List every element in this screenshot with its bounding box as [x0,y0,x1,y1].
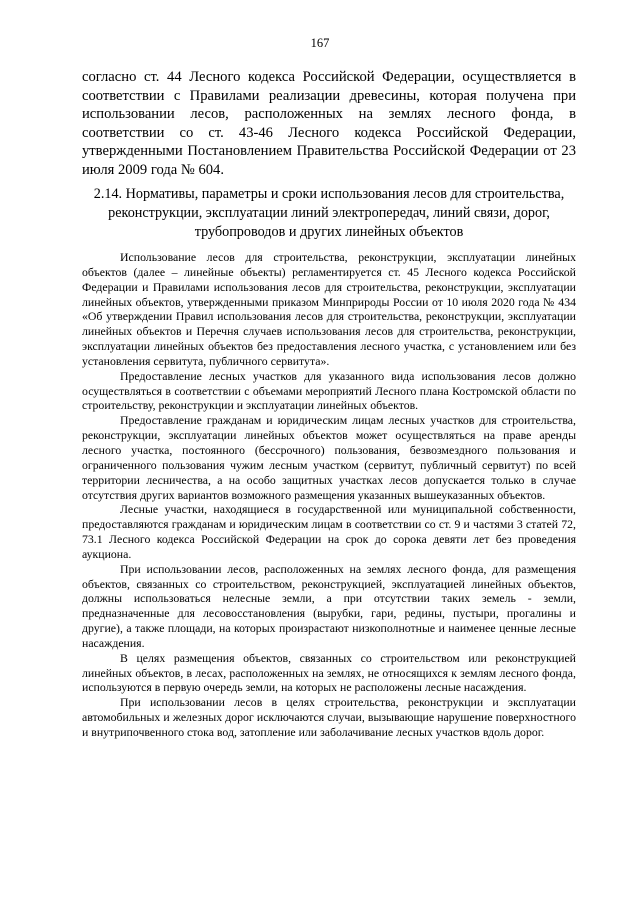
paragraph-roads: При использовании лесов в целях строительства, реконструкции и эксплуатации автомобильных и железных дорог исключаются случаи, вызывающие нарушение поверхностного и внутрипочвенного стока вод, затопление или заболачивание лесных участков вдоль дорог. [82,695,576,739]
paragraph-non-forest-lands: В целях размещения объектов, связанных со строительством или реконструкцией линейных объектов, в лесах, расположенных на землях, не относящихся к землям лесного фонда, используются в первую очередь земли, на которых не расположены лесные насаждения. [82,650,576,695]
intro-paragraph: согласно ст. 44 Лесного кодекса Российской Федерации, осуществляется в соответствии с Правилами реализации древесины, которая получена при использовании лесов, расположенных на землях лесного фонда, в соответствии со ст. 43-46 Лесного кодекса Российской Федерации, утвержденными Постановлением Правительства Российской Федерации от 23 июля 2009 года № 604. [82,69,576,178]
body-text [82,250,576,740]
paragraph-forest-fund-lands: При использовании лесов, расположенных на землях лесного фонда, для размещения объектов, связанных со строительством, реконструкцией, эксплуатацией линейных объектов, должны использоваться нелесные земли, а при отсутствии таких земель - земли, предназначенные для лесовосстановления (вырубки, гари, редины, пустыри, прогалины и другие), а также площади, на которых произрастают низкополнотные и наименее ценные лесные насаждения. [82,561,576,650]
section-heading: 2.14. Нормативы, параметры и сроки использования лесов для строительства, реконструкции, эксплуатации линий электропередач, линий связи, дорог, трубопроводов и других линейных объектов [93,186,565,240]
paragraph-rights-of-use: Предоставление гражданам и юридическим лицам лесных участков для строительства, реконструкции, эксплуатации линейных объектов может осуществляться на праве аренды лесного участка, постоянного (бессрочного) пользования, безвозмездного пользования и ограниченного пользования чужим лесным участком (сервитут, публичный сервитут) по всей территории лесничества, а на особо защитных участках лесов допускается только в случае отсутствия других вариантов возможного размещения указанных вышеуказанных объектов. [82,413,576,502]
page-number: 167 [310,36,330,50]
paragraph-state-ownership: Лесные участки, находящиеся в государственной или муниципальной собственности, предоставляются гражданам и юридическим лицам в соответствии со ст. 9 и частями 3 статей 72, 73.1 Лесного кодекса Российской Федерации на срок до сорока девяти лет без проведения аукциона. [82,502,576,561]
paragraph-plot-provision: Предоставление лесных участков для указанного вида использования лесов должно осуществляться в соответствии с объемами мероприятий Лесного плана Костромской области по строительству, реконструкции и эксплуатации линейных объектов. [82,368,576,413]
paragraph-linear-objects-regulation: Использование лесов для строительства, реконструкции, эксплуатации линейных объектов (далее – линейные объекты) регламентируется ст. 45 Лесного кодекса Российской Федерации и Правилами использования лесов для строительства, реконструкции, эксплуатации линейных объектов, утвержденными приказом Минприроды России от 10 июля 2020 года № 434 «Об утверждении Правил использования лесов для строительства, реконструкции, эксплуатации линейных объектов и Перечня случаев использования лесов для строительства, реконструкции, эксплуатации линейных объектов без предоставления лесного участка, с установлением или без установления сервитута, публичного сервитута». [82,250,576,368]
